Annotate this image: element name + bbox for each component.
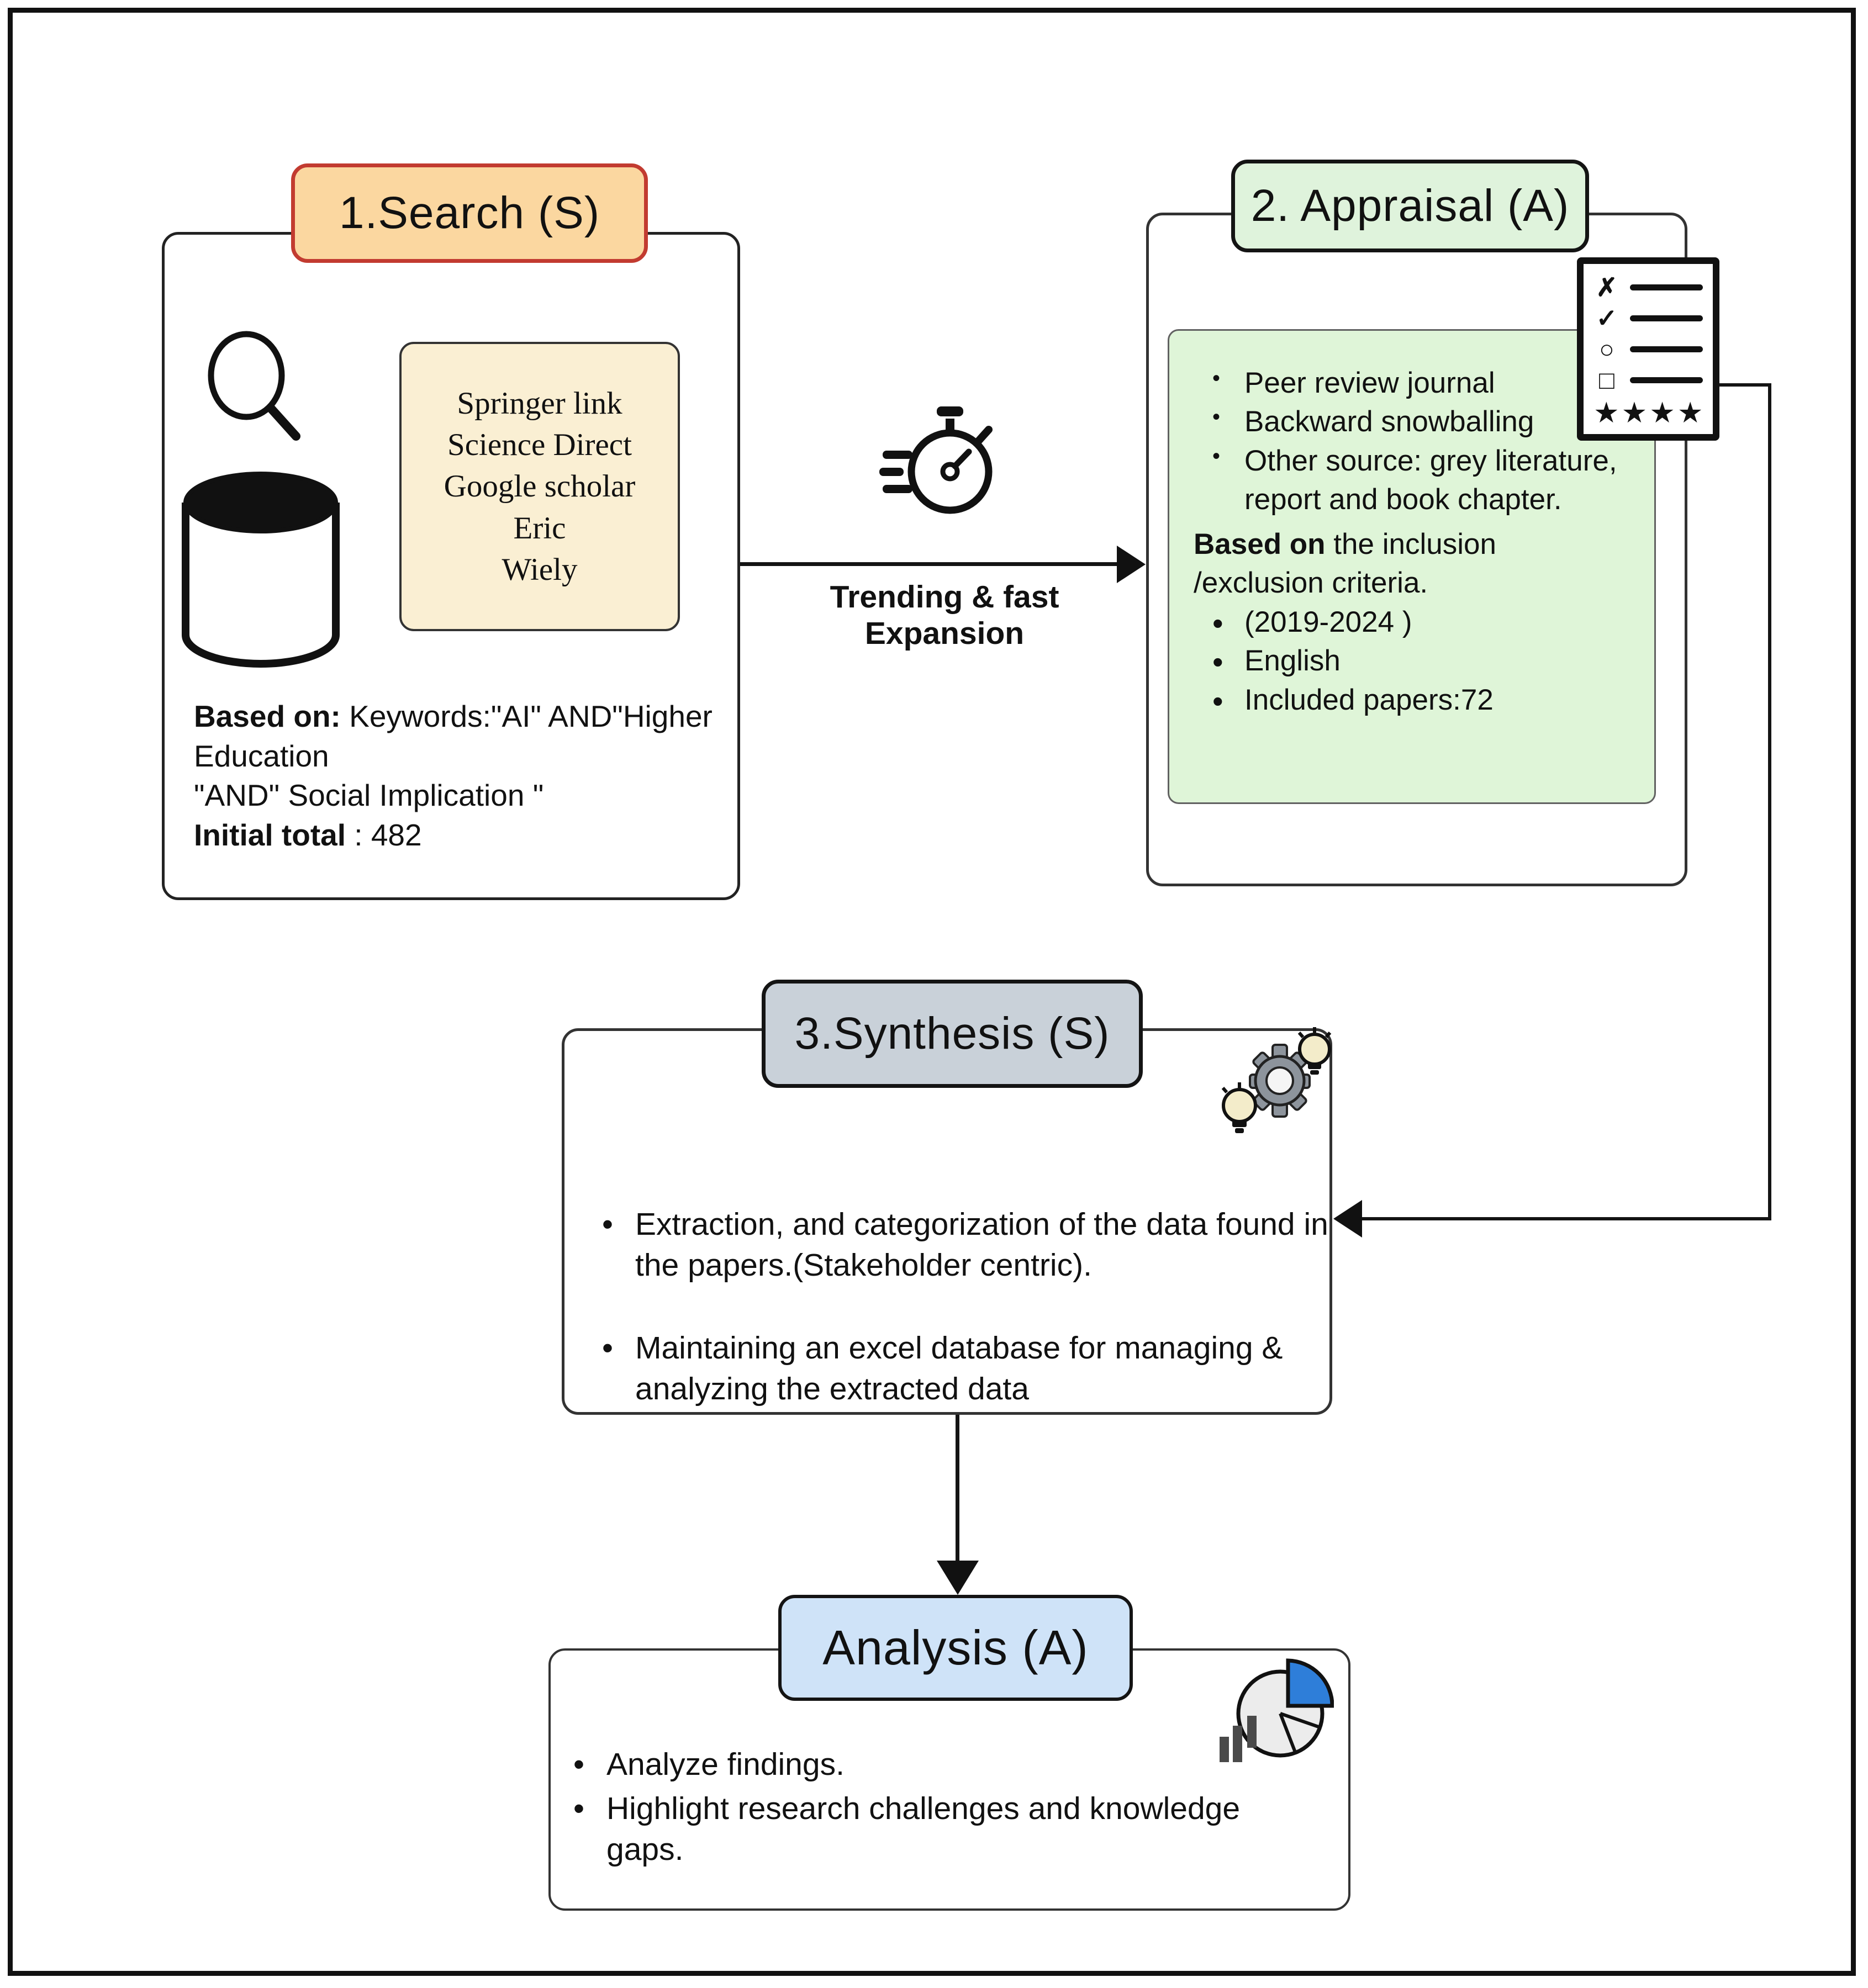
checklist-row <box>1593 273 1703 302</box>
appraisal-to-synthesis-arrowhead <box>1333 1200 1362 1238</box>
source-item: Science Direct <box>447 427 632 463</box>
checklist-line <box>1630 377 1703 383</box>
checklist-row <box>1593 337 1703 361</box>
source-item: Eric <box>513 510 566 546</box>
initial-total-bold: Initial total <box>194 817 346 852</box>
search-header-label: 1.Search (S) <box>339 188 600 238</box>
synthesis-item: • Extraction, and categorization of the data found in the papers.(Stakeholder centric). <box>597 1204 1331 1286</box>
inclusion-item: • Included papers:72 <box>1194 681 1634 720</box>
appraisal-header <box>1231 160 1589 252</box>
magnifier-icon <box>198 323 314 456</box>
based-on-bold: Based on: <box>194 699 341 733</box>
synthesis-item: • Maintaining an excel database for managing & analyzing the extracted data <box>597 1328 1331 1409</box>
square-glyph: □ <box>1599 366 1614 394</box>
criteria-item: • Other source: grey literature, report and book chapter. <box>1194 442 1634 520</box>
checklist-line <box>1630 315 1703 321</box>
circle-glyph: ○ <box>1599 335 1614 363</box>
appraisal-connector-seg2 <box>1768 383 1771 1220</box>
initial-total-line <box>194 816 746 855</box>
bulb-top-right <box>1299 1027 1330 1075</box>
source-item: Springer link <box>457 385 622 421</box>
pie-chart-icon <box>1215 1648 1334 1775</box>
checklist-line <box>1630 284 1703 290</box>
based-on-line2: Education <box>194 738 329 773</box>
search-to-appraisal-arrowhead <box>1117 546 1146 583</box>
search-to-appraisal-line <box>740 562 1120 566</box>
checklist-icon <box>1577 257 1719 441</box>
criteria-based-on <box>1194 525 1634 564</box>
database-icon <box>178 468 344 670</box>
stopwatch-icon <box>879 396 998 524</box>
checklist-row <box>1593 368 1703 392</box>
inclusion-item: • English <box>1194 642 1634 680</box>
analysis-items <box>568 1744 1308 1873</box>
criteria-based-on-line2: /exclusion criteria. <box>1194 567 1428 600</box>
based-on-line3: "AND" Social Implication " <box>194 778 544 812</box>
checklist-line <box>1630 346 1703 352</box>
analysis-header <box>778 1595 1133 1701</box>
synthesis-header-label: 3.Synthesis (S) <box>794 1008 1110 1059</box>
analysis-item: • Analyze findings. <box>568 1744 1308 1785</box>
search-sources-box <box>399 342 680 631</box>
criteria-based-on-bold: Based on <box>1194 527 1326 561</box>
criteria-based-on-rest: the inclusion <box>1325 527 1496 561</box>
search-sources-list <box>444 383 636 590</box>
stars-row: ★★★★ <box>1593 397 1706 429</box>
source-item: Wiely <box>502 552 578 587</box>
analysis-item: • Highlight research challenges and knowledge gaps. <box>568 1788 1308 1870</box>
checklist-row <box>1593 306 1703 330</box>
inclusion-item: • (2019-2024 ) <box>1194 603 1634 642</box>
initial-total-value: : 482 <box>346 817 422 852</box>
bulb-bottom-left <box>1223 1082 1255 1133</box>
appraisal-header-label: 2. Appraisal (A) <box>1250 181 1570 231</box>
analysis-header-label: Analysis (A) <box>822 1620 1089 1675</box>
criteria-item: • Peer review journal <box>1194 364 1634 403</box>
check-glyph: ✓ <box>1596 304 1618 332</box>
transition-label: Trending & fast Expansion <box>830 579 1059 651</box>
gear-lightbulbs-icon <box>1220 1023 1341 1141</box>
based-on-rest: Keywords:"AI" AND"Higher <box>340 699 713 733</box>
appraisal-connector-seg3 <box>1360 1217 1771 1220</box>
synthesis-items <box>597 1204 1331 1451</box>
based-on-line1 <box>194 697 746 737</box>
cross-glyph: ✗ <box>1596 273 1618 302</box>
source-item: Google scholar <box>444 469 636 504</box>
synthesis-to-analysis-arrowhead <box>937 1561 979 1595</box>
search-header <box>291 163 648 263</box>
synthesis-header <box>762 980 1143 1088</box>
search-based-on-text <box>194 697 746 855</box>
criteria-item: • Backward snowballing <box>1194 403 1634 441</box>
